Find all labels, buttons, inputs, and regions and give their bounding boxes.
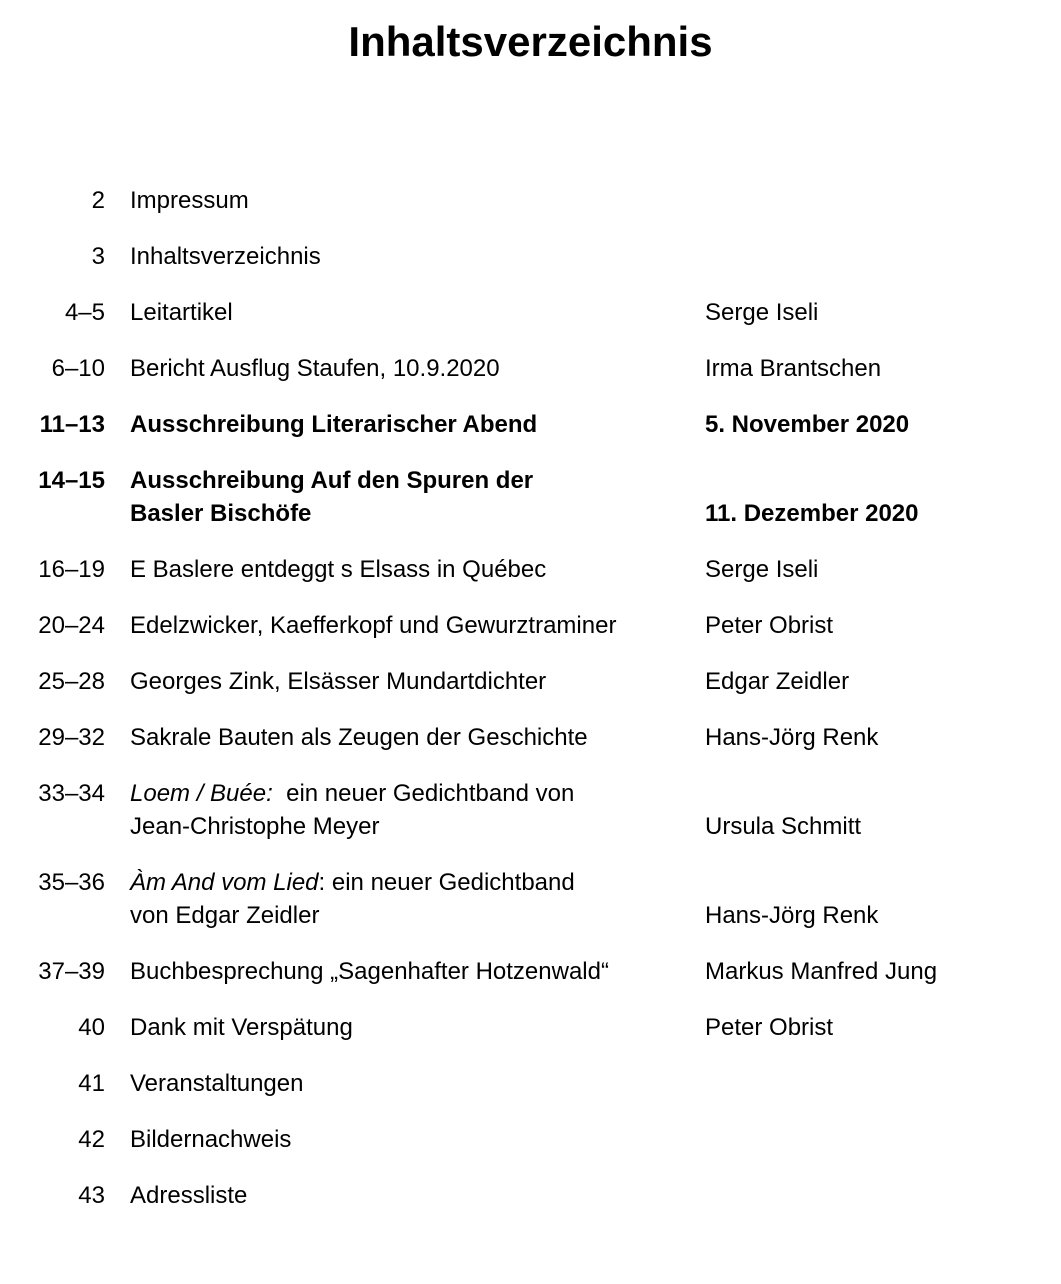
toc-row [0, 184, 1061, 217]
entry-author: 11. Dezember 2020 [705, 500, 919, 527]
toc-row [0, 777, 1061, 843]
page-numbers: 20–24 [38, 612, 105, 639]
entry-author: Ursula Schmitt [705, 813, 862, 840]
page-numbers: 40 [78, 1014, 105, 1041]
page-numbers: 43 [78, 1182, 105, 1209]
entry-author: Serge Iseli [705, 299, 819, 326]
entry-author: Serge Iseli [705, 556, 819, 583]
toc-row [0, 721, 1061, 754]
entry-title-line: Impressum [130, 187, 249, 214]
toc-row [0, 464, 1061, 530]
page-numbers: 42 [78, 1126, 105, 1153]
entry-title [105, 609, 705, 642]
page-numbers: 6–10 [51, 355, 105, 382]
page-title: Inhaltsverzeichnis [348, 18, 713, 65]
entry-author: Hans-Jörg Renk [705, 724, 879, 751]
entry-title [105, 955, 705, 988]
entry-title-line: Bericht Ausflug Staufen, 10.9.2020 [130, 355, 500, 382]
entry-title-line: E Baslere entdeggt s Elsass in Québec [130, 556, 547, 583]
page-numbers: 25–28 [38, 668, 105, 695]
entry-title-line: Loem / Buée: ein neuer Gedichtband von [130, 780, 575, 807]
toc-row [0, 1123, 1061, 1156]
entry-title [105, 352, 705, 385]
entry-author: Edgar Zeidler [705, 668, 850, 695]
entry-title-line: Ausschreibung Literarischer Abend [130, 411, 538, 438]
toc-row [0, 1011, 1061, 1044]
entry-title-line: Dank mit Verspätung [130, 1014, 353, 1041]
toc-row [0, 866, 1061, 932]
page-numbers: 14–15 [38, 467, 105, 494]
toc-row [0, 296, 1061, 329]
entry-title [105, 296, 705, 329]
page-numbers: 35–36 [38, 869, 105, 896]
entry-title-line: Adressliste [130, 1182, 248, 1209]
page-numbers: 4–5 [64, 299, 105, 326]
entry-title-line: Edelzwicker, Kaefferkopf und Gewurztraminer [130, 612, 617, 639]
entry-title [105, 665, 705, 698]
entry-title-line: Àm And vom Lied: ein neuer Gedichtband [130, 869, 575, 896]
toc-list [0, 184, 1061, 1212]
entry-title-line: Jean-Christophe Meyer [130, 813, 380, 840]
entry-author: Hans-Jörg Renk [705, 902, 879, 929]
page-numbers: 11–13 [39, 411, 105, 438]
entry-title-line: Sakrale Bauten als Zeugen der Geschichte [130, 724, 588, 751]
entry-title [105, 1179, 705, 1212]
entry-title [105, 408, 705, 441]
entry-title [105, 553, 705, 586]
entry-author: Peter Obrist [705, 612, 834, 639]
page-numbers: 29–32 [38, 724, 105, 751]
entry-title-line: von Edgar Zeidler [130, 902, 320, 929]
toc-row [0, 1067, 1061, 1100]
toc-row [0, 352, 1061, 385]
entry-title [105, 1011, 705, 1044]
entry-title [105, 1067, 705, 1100]
toc-row [0, 665, 1061, 698]
entry-author: Markus Manfred Jung [705, 958, 938, 985]
entry-title-line: Bildernachweis [130, 1126, 292, 1153]
page-numbers: 37–39 [38, 958, 105, 985]
entry-title-line: Ausschreibung Auf den Spuren der [130, 467, 534, 494]
entry-title [105, 240, 705, 273]
page-numbers: 16–19 [38, 556, 105, 583]
entry-title [105, 866, 705, 932]
entry-author: Irma Brantschen [705, 355, 882, 382]
page-numbers: 33–34 [38, 780, 105, 807]
toc-row [0, 955, 1061, 988]
entry-title [105, 777, 705, 843]
page-numbers: 3 [91, 243, 105, 270]
entry-title-line: Veranstaltungen [130, 1070, 304, 1097]
page-numbers: 2 [91, 187, 105, 214]
entry-title-line: Inhaltsverzeichnis [130, 243, 321, 270]
toc-row [0, 408, 1061, 441]
entry-title [105, 721, 705, 754]
toc-row [0, 553, 1061, 586]
entry-title [105, 184, 705, 217]
page-numbers: 41 [78, 1070, 105, 1097]
entry-title-line: Buchbesprechung „Sagenhafter Hotzenwald“ [130, 958, 609, 985]
toc-row [0, 1179, 1061, 1212]
toc-row [0, 609, 1061, 642]
entry-title-line: Georges Zink, Elsässer Mundartdichter [130, 668, 547, 695]
entry-author: Peter Obrist [705, 1014, 834, 1041]
entry-title-line: Basler Bischöfe [130, 500, 312, 527]
toc-row [0, 240, 1061, 273]
entry-title [105, 464, 705, 530]
entry-title-line: Leitartikel [130, 299, 233, 326]
entry-author: 5. November 2020 [705, 411, 910, 438]
entry-title [105, 1123, 705, 1156]
